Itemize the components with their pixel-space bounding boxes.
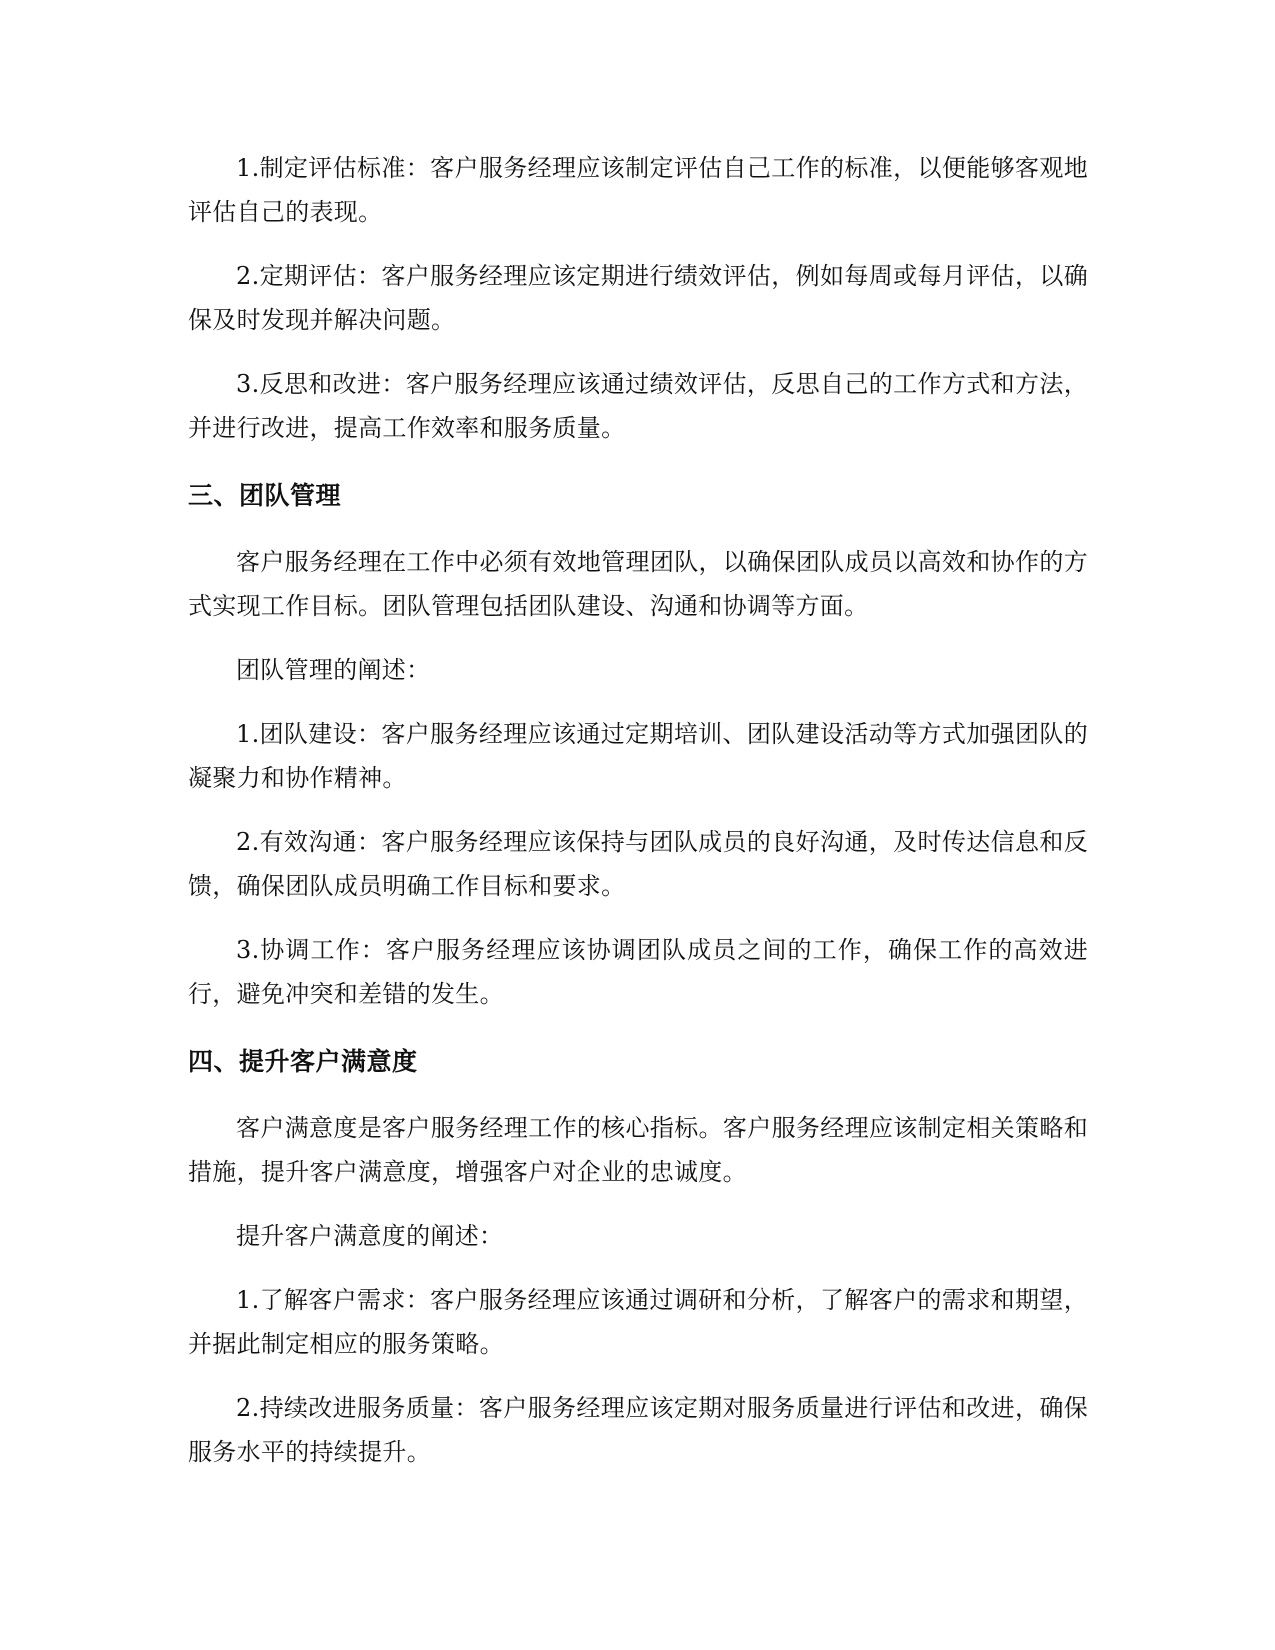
paragraph-satisfaction-elaboration-label: 提升客户满意度的阐述：: [236, 1222, 504, 1250]
paragraph-team-building: 1.团队建设：客户服务经理应该通过定期培训、团队建设活动等方式加强团队的凝聚力和协作精神。: [188, 720, 1088, 792]
paragraph-effective-communication: 2.有效沟通：客户服务经理应该保持与团队成员的良好沟通，及时传达信息和反馈，确保团队成员明确工作目标和要求。: [188, 828, 1088, 900]
paragraph-reflection: 3.反思和改进：客户服务经理应该通过绩效评估，反思自己的工作方式和方法，并进行改进，提高工作效率和服务质量。: [188, 370, 1088, 442]
section-heading-team-management: 三、团队管理: [188, 481, 342, 510]
paragraph-satisfaction-intro: 客户满意度是客户服务经理工作的核心指标。客户服务经理应该制定相关策略和措施，提升客户满意度，增强客户对企业的忠诚度。: [188, 1114, 1088, 1186]
paragraph-team-intro: 客户服务经理在工作中必须有效地管理团队，以确保团队成员以高效和协作的方式实现工作目标。团队管理包括团队建设、沟通和协调等方面。: [188, 548, 1088, 620]
paragraph-criteria: 1.制定评估标准：客户服务经理应该制定评估自己工作的标准，以便能够客观地评估自己的表现。: [188, 154, 1088, 226]
paragraph-continuous-improvement: 2.持续改进服务质量：客户服务经理应该定期对服务质量进行评估和改进，确保服务水平的持续提升。: [188, 1394, 1088, 1466]
paragraph-coordination: 3.协调工作：客户服务经理应该协调团队成员之间的工作，确保工作的高效进行，避免冲突和差错的发生。: [188, 936, 1088, 1008]
section-heading-customer-satisfaction: 四、提升客户满意度: [188, 1047, 418, 1076]
paragraph-understand-needs: 1.了解客户需求：客户服务经理应该通过调研和分析，了解客户的需求和期望，并据此制定相应的服务策略。: [188, 1286, 1088, 1358]
paragraph-team-elaboration-label: 团队管理的阐述：: [236, 656, 431, 684]
paragraph-regular-evaluation: 2.定期评估：客户服务经理应该定期进行绩效评估，例如每周或每月评估，以确保及时发现并解决问题。: [188, 262, 1088, 334]
document-body: [188, 146, 1088, 1474]
